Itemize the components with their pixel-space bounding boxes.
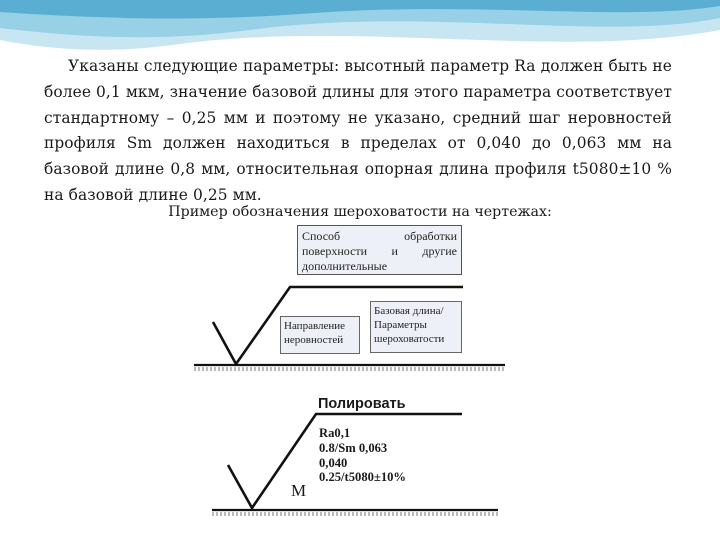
method-annotation-box: Способ обработки поверхности и другие дополнительные [297,225,462,275]
roughness-parameters [319,426,406,485]
param-sm-lower: 0,040 [319,455,348,470]
processing-method-label: Полировать [318,396,406,412]
direction-annotation-box: Направление неровностей [280,316,360,354]
param-tp: 0.25/t5080±10% [319,470,407,485]
body-paragraph-text: Указаны следующие параметры: высотный параметр Ra должен быть не более 0,1 мкм, значение базовой длины для этого параметра соответствует стандартному – 0,25 мм и поэтому не указано, средний шаг неровностей профиля Sm должен находиться в пределах от 0,040 до 0,063 мм на базовой длине 0,8 мм, относительная опорная длина профиля t5080±10 % на базовой длине 0,25 мм. [44,57,672,204]
direction-symbol: М [291,481,307,500]
param-ra: Ra0,1 [319,426,351,440]
figure-caption: Пример обозначения шероховатости на чертежах: [168,204,552,220]
base-length-annotation-box: Базовая длина/ Параметры шероховатости [370,301,462,353]
body-paragraph [44,54,672,209]
param-sm: 0.8/Sm 0,063 [319,440,388,455]
